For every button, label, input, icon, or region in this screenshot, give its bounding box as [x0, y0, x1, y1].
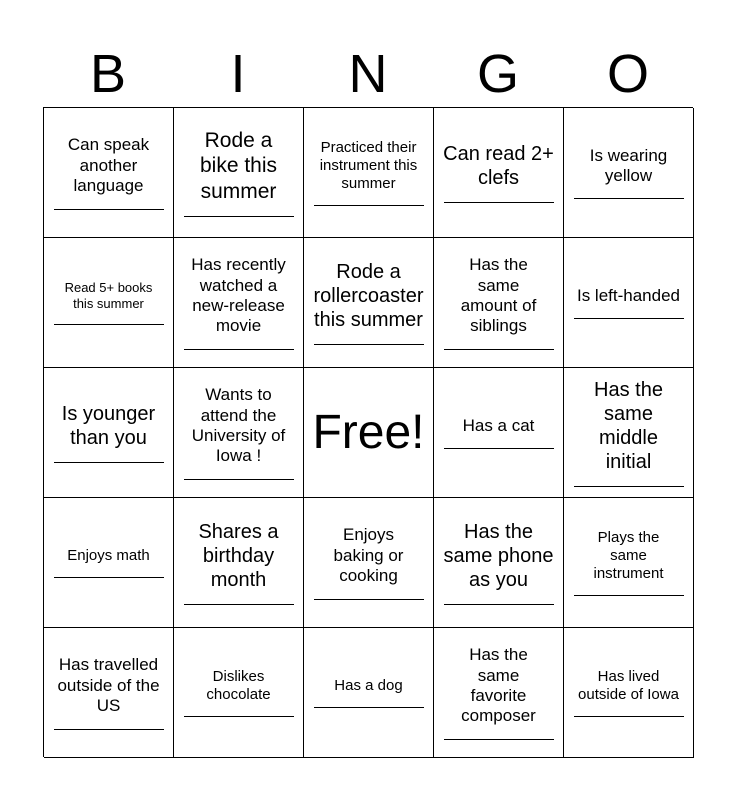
cell-prompt: Has the same phone as you — [443, 521, 554, 591]
cell-prompt: Has lived outside of Iowa — [578, 668, 679, 703]
bingo-cell[interactable] — [564, 368, 694, 498]
bingo-cell[interactable] — [44, 498, 174, 628]
signature-line — [314, 707, 424, 708]
bingo-cell[interactable] — [44, 368, 174, 498]
signature-line — [574, 318, 684, 319]
signature-line — [444, 349, 554, 350]
signature-line — [184, 216, 294, 217]
header-letter-o: O — [606, 44, 649, 104]
cell-prompt: Has travelled outside of the US — [57, 655, 160, 716]
header-letter-i: I — [230, 44, 246, 104]
header-letter-b: B — [89, 44, 127, 104]
signature-line — [574, 716, 684, 717]
signature-line — [184, 716, 294, 717]
cell-prompt: Can read 2+ clefs — [443, 143, 554, 189]
bingo-cell[interactable] — [174, 628, 304, 758]
cell-prompt: Has the same middle initial — [594, 379, 663, 473]
signature-line — [574, 198, 684, 199]
bingo-cell[interactable] — [304, 628, 434, 758]
header-letter-g: G — [476, 44, 519, 104]
signature-line — [444, 202, 554, 203]
signature-line — [314, 599, 424, 600]
bingo-cell[interactable] — [304, 498, 434, 628]
cell-prompt: Practiced their instrument this summer — [319, 139, 418, 192]
cell-prompt: Enjoys baking or cooking — [333, 525, 404, 586]
signature-line — [444, 604, 554, 605]
bingo-cell[interactable] — [174, 238, 304, 368]
bingo-cell[interactable] — [304, 238, 434, 368]
cell-prompt: Can speak another language — [67, 135, 150, 196]
cell-prompt: Has the same favorite composer — [461, 645, 536, 726]
cell-prompt: Dislikes chocolate — [206, 668, 271, 703]
cell-prompt: Enjoys math — [67, 547, 150, 564]
bingo-cell[interactable] — [434, 498, 564, 628]
bingo-cell[interactable] — [44, 238, 174, 368]
bingo-cell[interactable] — [434, 108, 564, 238]
bingo-cell[interactable] — [174, 498, 304, 628]
signature-line — [184, 479, 294, 480]
bingo-cell[interactable] — [434, 238, 564, 368]
cell-prompt: Rode a rollercoaster this summer — [313, 261, 424, 331]
bingo-cell[interactable] — [434, 368, 564, 498]
cell-prompt: Has recently watched a new-release movie — [191, 255, 286, 336]
bingo-cell[interactable] — [44, 628, 174, 758]
header-letter-n: N — [348, 44, 388, 104]
bingo-header — [43, 40, 693, 108]
bingo-cell[interactable] — [174, 108, 304, 238]
bingo-cell[interactable] — [564, 628, 694, 758]
signature-line — [184, 604, 294, 605]
bingo-cell[interactable] — [434, 628, 564, 758]
bingo-cell[interactable] — [564, 108, 694, 238]
signature-line — [444, 739, 554, 740]
bingo-cell[interactable] — [304, 108, 434, 238]
signature-line — [574, 486, 684, 487]
bingo-cell[interactable] — [564, 238, 694, 368]
cell-prompt: Is wearing yellow — [589, 145, 668, 185]
signature-line — [574, 595, 684, 596]
signature-line — [54, 462, 164, 463]
signature-line — [54, 577, 164, 578]
signature-line — [54, 209, 164, 210]
signature-line — [54, 324, 164, 325]
signature-line — [444, 448, 554, 449]
signature-line — [314, 344, 424, 345]
signature-line — [184, 349, 294, 350]
cell-prompt: Has a dog — [334, 677, 403, 694]
free-space-label: Free! — [312, 405, 425, 459]
cell-prompt: Is younger than you — [61, 403, 156, 449]
free-space[interactable] — [304, 368, 434, 498]
bingo-cell[interactable] — [564, 498, 694, 628]
bingo-cell[interactable] — [44, 108, 174, 238]
signature-line — [54, 729, 164, 730]
cell-prompt: Has a cat — [462, 415, 535, 435]
signature-line — [314, 205, 424, 206]
bingo-cell[interactable] — [174, 368, 304, 498]
cell-prompt: Rode a bike this summer — [199, 129, 278, 203]
cell-prompt: Wants to attend the University of Iowa ! — [191, 385, 286, 466]
cell-prompt: Has the same amount of siblings — [460, 255, 537, 336]
cell-prompt: Plays the same instrument — [593, 529, 664, 582]
bingo-grid — [43, 107, 693, 757]
cell-prompt: Shares a birthday month — [198, 521, 279, 591]
cell-prompt: Read 5+ books this summer — [64, 280, 153, 311]
cell-prompt: Is left-handed — [576, 285, 680, 305]
